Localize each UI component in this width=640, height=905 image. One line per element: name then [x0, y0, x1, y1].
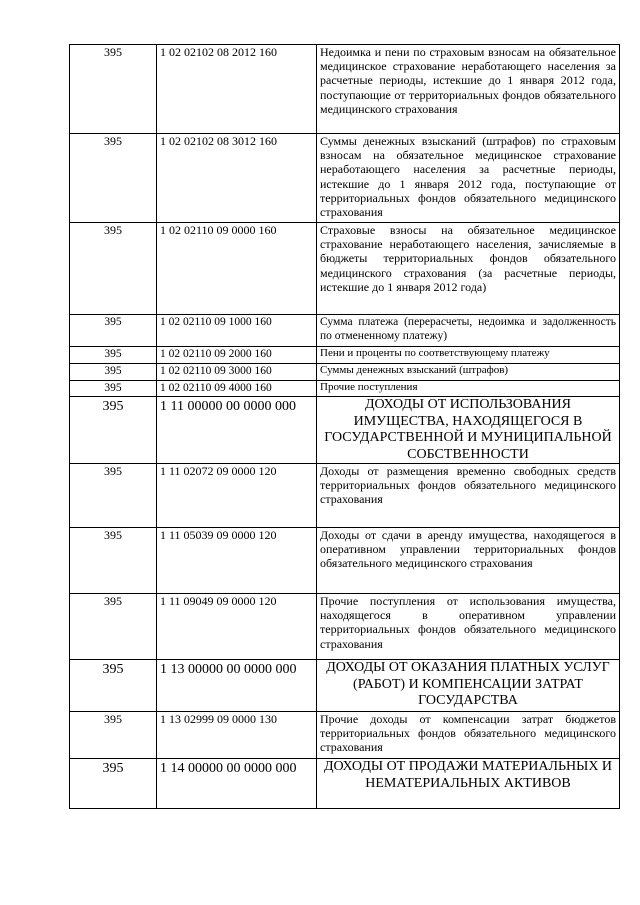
section-header-row: [70, 759, 620, 809]
table-row: [70, 134, 620, 223]
kbk-code-cell: 1 02 02110 09 2000 160: [157, 347, 317, 364]
admin-code-cell: 395: [70, 315, 157, 347]
description-cell: Суммы денежных взысканий (штрафов): [317, 364, 620, 381]
budget-classification-table: [69, 44, 620, 809]
kbk-code-cell: 1 11 09049 09 0000 120: [157, 594, 317, 660]
description-cell: Пени и проценты по соответствующему платежу: [317, 347, 620, 364]
table-row: [70, 381, 620, 397]
kbk-code-cell: 1 02 02102 08 3012 160: [157, 134, 317, 223]
admin-code-cell: 395: [70, 660, 157, 712]
table-row: [70, 347, 620, 364]
table-row: [70, 223, 620, 315]
description-cell: Суммы денежных взысканий (штрафов) по страховым взносам на обязательное медицинское страхование неработающего населения за расчетные периоды, истекшие до 1 января 2012 года, поступающие от территориальных фондов обязательного медицинского страхования: [317, 134, 620, 223]
description-cell: Доходы от размещения временно свободных средств территориальных фондов обязательного медицинского страхования: [317, 464, 620, 528]
section-title-cell: ДОХОДЫ ОТ ОКАЗАНИЯ ПЛАТНЫХ УСЛУГ (РАБОТ) И КОМПЕНСАЦИИ ЗАТРАТ ГОСУДАРСТВА: [317, 660, 620, 712]
table-row: [70, 594, 620, 660]
table-row: [70, 315, 620, 347]
section-title-cell: ДОХОДЫ ОТ ИСПОЛЬЗОВАНИЯ ИМУЩЕСТВА, НАХОДЯЩЕГОСЯ В ГОСУДАРСТВЕННОЙ И МУНИЦИПАЛЬНОЙ СОБСТВЕННОСТИ: [317, 397, 620, 464]
kbk-code-cell: 1 11 02072 09 0000 120: [157, 464, 317, 528]
admin-code-cell: 395: [70, 464, 157, 528]
section-title-cell: ДОХОДЫ ОТ ПРОДАЖИ МАТЕРИАЛЬНЫХ И НЕМАТЕРИАЛЬНЫХ АКТИВОВ: [317, 759, 620, 809]
admin-code-cell: 395: [70, 347, 157, 364]
description-cell: Сумма платежа (перерасчеты, недоимка и задолженность по отмененному платежу): [317, 315, 620, 347]
admin-code-cell: 395: [70, 223, 157, 315]
kbk-code-cell: 1 14 00000 00 0000 000: [157, 759, 317, 809]
description-cell: Прочие поступления: [317, 381, 620, 397]
table-row: [70, 528, 620, 594]
document-page: [69, 44, 619, 809]
admin-code-cell: 395: [70, 134, 157, 223]
admin-code-cell: 395: [70, 45, 157, 134]
admin-code-cell: 395: [70, 397, 157, 464]
admin-code-cell: 395: [70, 364, 157, 381]
table-row: [70, 712, 620, 759]
admin-code-cell: 395: [70, 594, 157, 660]
description-cell: Страховые взносы на обязательное медицинское страхование неработающего населения, зачисляемые в бюджеты территориальных фондов обязательного медицинского страхования (за расчетные периоды, истекшие до 1 января 2012 года): [317, 223, 620, 315]
admin-code-cell: 395: [70, 381, 157, 397]
admin-code-cell: 395: [70, 759, 157, 809]
kbk-code-cell: 1 02 02102 08 2012 160: [157, 45, 317, 134]
section-header-row: [70, 660, 620, 712]
table-row: [70, 45, 620, 134]
kbk-code-cell: 1 02 02110 09 4000 160: [157, 381, 317, 397]
description-cell: Доходы от сдачи в аренду имущества, находящегося в оперативном управлении территориальных фондов обязательного медицинского страхования: [317, 528, 620, 594]
table-row: [70, 364, 620, 381]
kbk-code-cell: 1 02 02110 09 3000 160: [157, 364, 317, 381]
kbk-code-cell: 1 11 00000 00 0000 000: [157, 397, 317, 464]
kbk-code-cell: 1 02 02110 09 0000 160: [157, 223, 317, 315]
description-cell: Прочие поступления от использования имущества, находящегося в оперативном управлении территориальных фондов обязательного медицинского страхования: [317, 594, 620, 660]
kbk-code-cell: 1 13 02999 09 0000 130: [157, 712, 317, 759]
admin-code-cell: 395: [70, 528, 157, 594]
kbk-code-cell: 1 11 05039 09 0000 120: [157, 528, 317, 594]
description-cell: Недоимка и пени по страховым взносам на обязательное медицинское страхование неработающего населения за расчетные периоды, истекшие до 1 января 2012 года, поступающие от территориальных фондов обязательного медицинского страхования: [317, 45, 620, 134]
kbk-code-cell: 1 02 02110 09 1000 160: [157, 315, 317, 347]
description-cell: Прочие доходы от компенсации затрат бюджетов территориальных фондов обязательного медицинского страхования: [317, 712, 620, 759]
section-header-row: [70, 397, 620, 464]
admin-code-cell: 395: [70, 712, 157, 759]
table-row: [70, 464, 620, 528]
kbk-code-cell: 1 13 00000 00 0000 000: [157, 660, 317, 712]
